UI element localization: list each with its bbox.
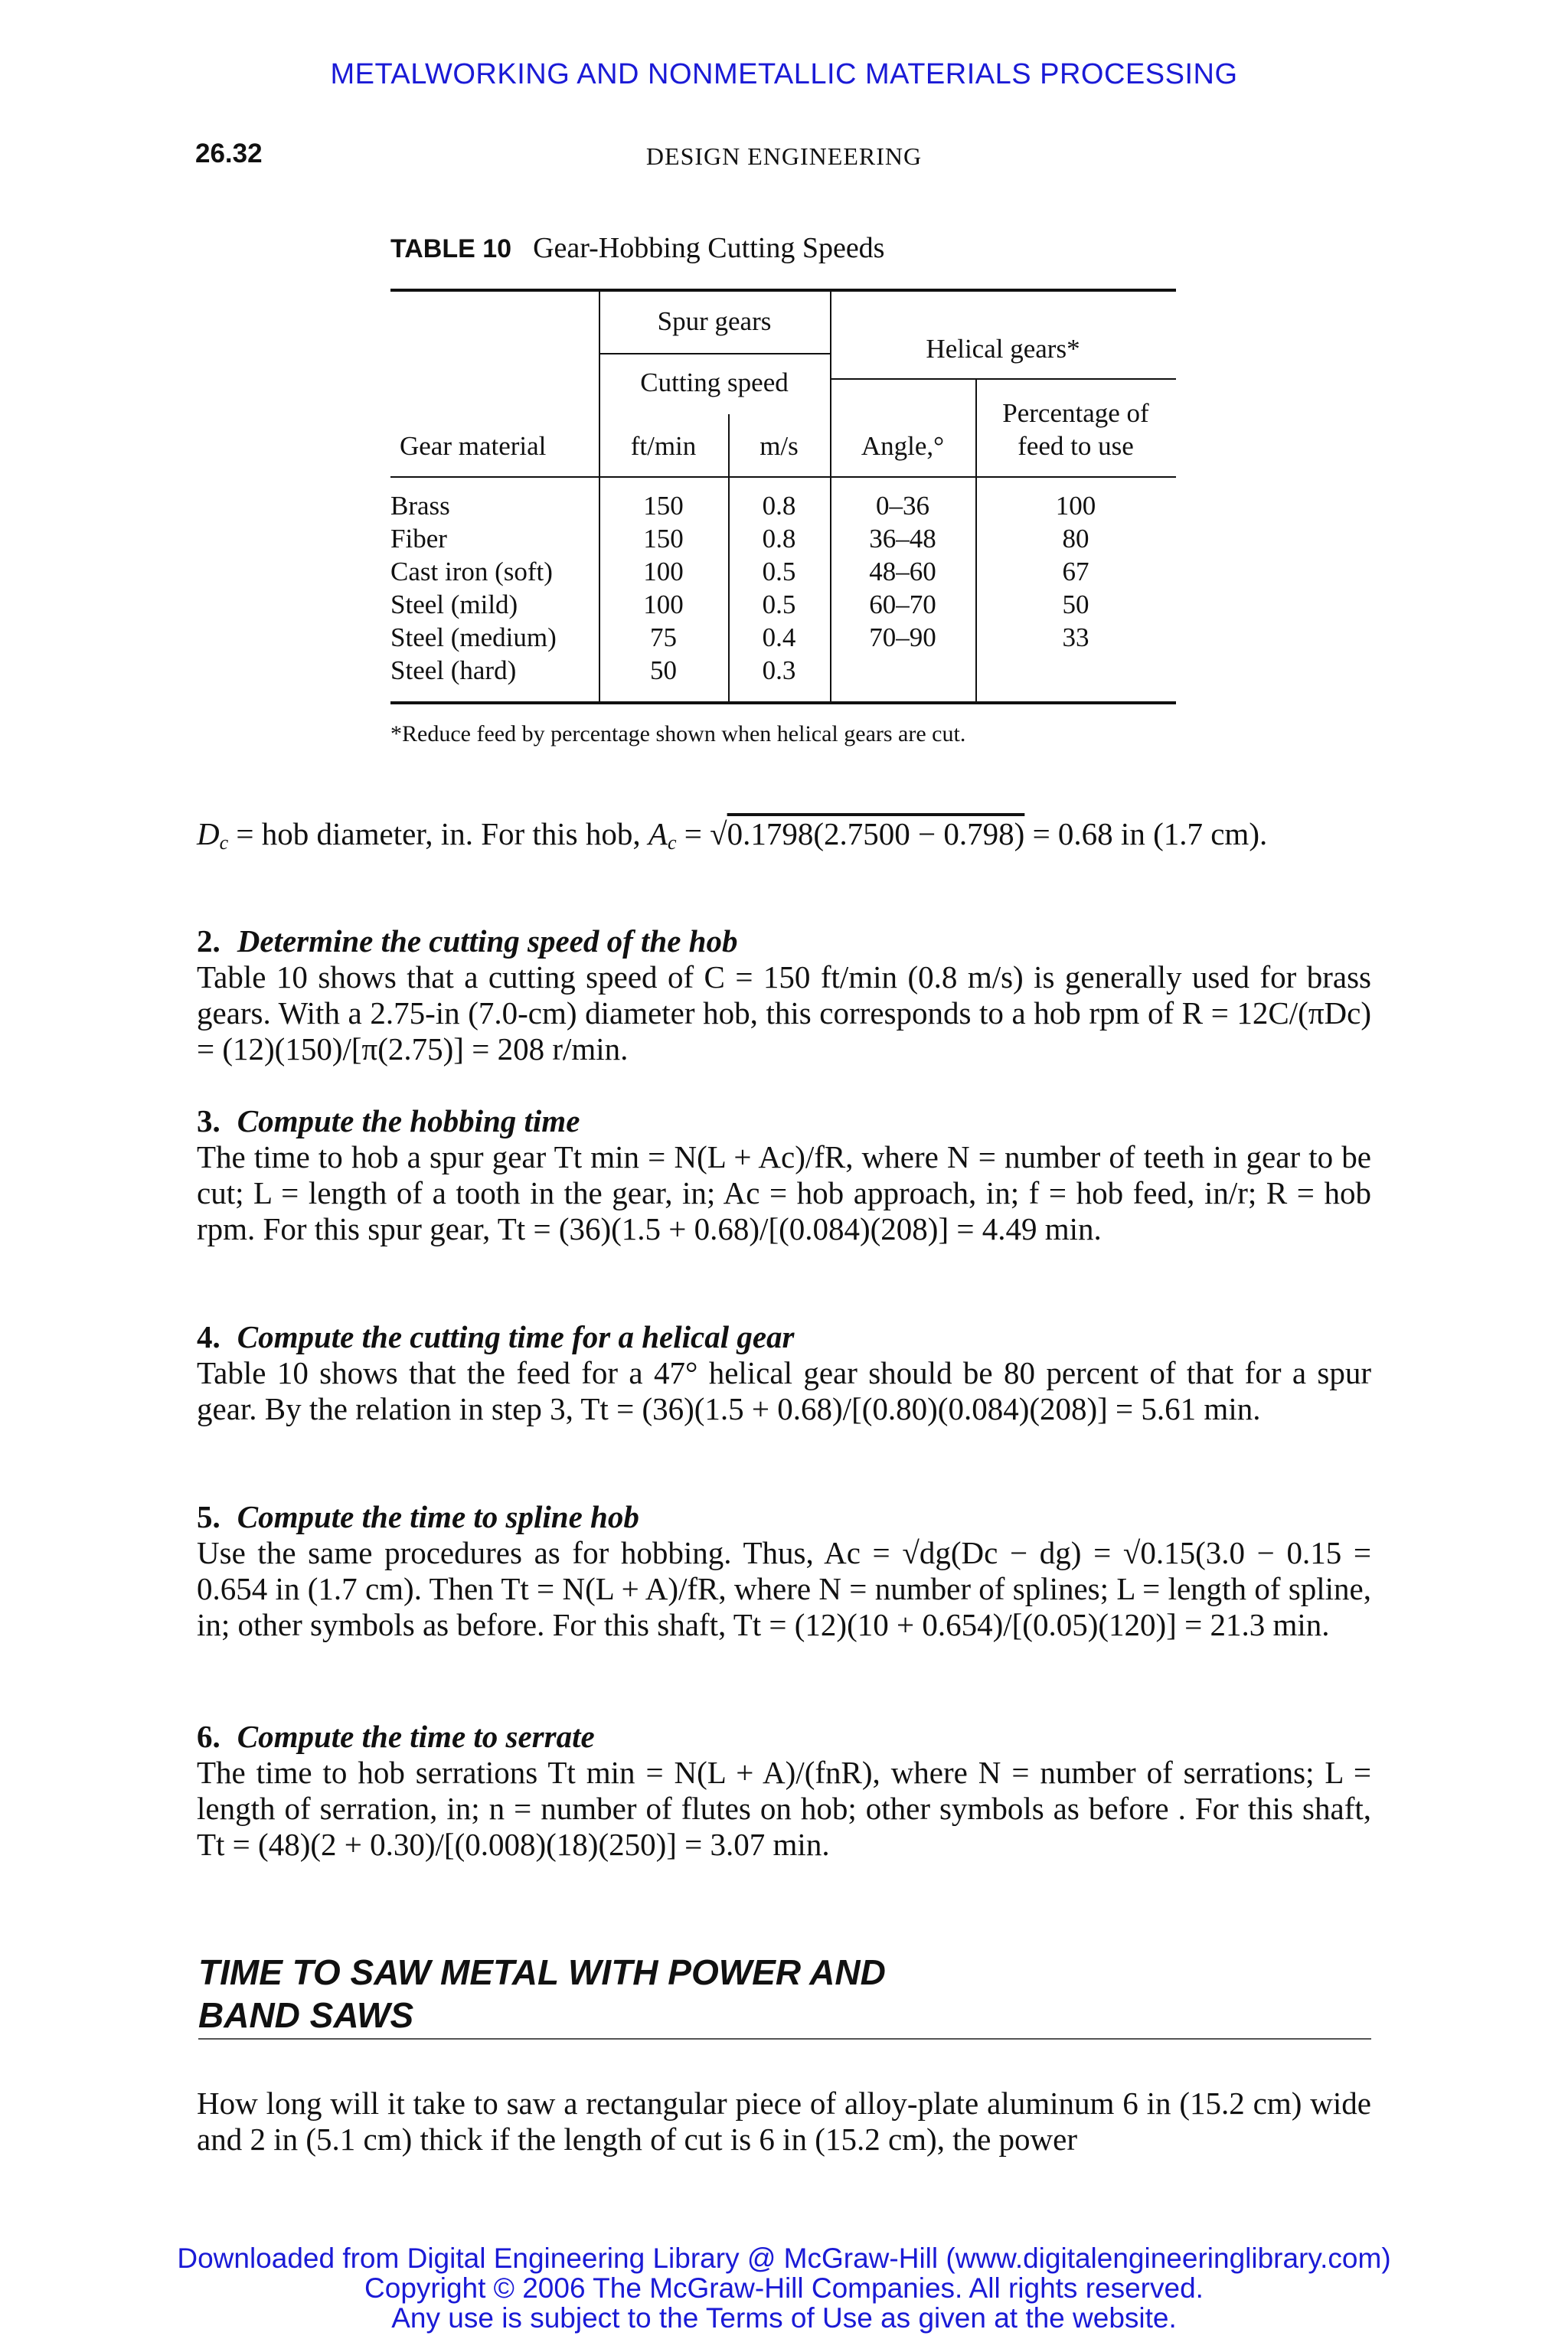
header-m-s: m/s	[760, 431, 799, 461]
cell-material: Fiber	[390, 524, 447, 554]
cell-ftmin: 150	[643, 524, 684, 554]
footer-download-link[interactable]: Downloaded from Digital Engineering Library @ McGraw-Hill (www.digitalengineeringlibrary.com)	[177, 2243, 1391, 2274]
cell-pct: 33	[1062, 622, 1089, 652]
header-cutting-speed: Cutting speed	[640, 368, 789, 397]
cell-ms: 0.3	[762, 655, 796, 685]
step-number: 5.	[197, 1499, 220, 1534]
header-percentage-line1: Percentage of	[1002, 398, 1149, 428]
table-label: TABLE 10	[390, 234, 512, 263]
step-3	[197, 1103, 1371, 1247]
section-title-line2: BAND SAWS	[198, 1995, 414, 2035]
step-heading	[197, 923, 1371, 959]
header-angle: Angle,°	[861, 431, 945, 461]
intro-equals-root: = √	[676, 816, 727, 851]
step-body: The time to hob serrations Tt min = N(L + A)/(fnR), where N = number of serrations; L = length of serration, in; n = number of flutes on hob; other symbols as before . For this shaft, Tt = (48)(2 + 0.30)/[(0.008)(18)(250)] = 3.07 min.	[197, 1755, 1371, 1862]
step-body: Table 10 shows that a cutting speed of C = 150 ft/min (0.8 m/s) is generally used for brass gears. With a 2.75-in (7.0-cm) diameter hob, this corresponds to a hob rpm of R = 12C/(πDc) = (12)(150)/[π(2.75)] = 208 r/min.	[197, 959, 1371, 1067]
cell-angle: 36–48	[869, 524, 936, 554]
header-helical-gears: Helical gears*	[926, 334, 1080, 364]
table-caption	[390, 231, 884, 265]
dc-symbol: D	[197, 816, 220, 851]
step-number: 2.	[197, 923, 220, 959]
table-title: Gear-Hobbing Cutting Speeds	[533, 232, 885, 264]
download-footer	[0, 2243, 1568, 2333]
running-head: DESIGN ENGINEERING	[645, 142, 923, 170]
header-spur-gears: Spur gears	[657, 306, 772, 336]
cell-angle: 48–60	[869, 557, 936, 586]
table-top-rule	[390, 289, 1176, 292]
cell-pct: 100	[1055, 491, 1096, 521]
cell-ftmin: 100	[643, 590, 684, 619]
step-number: 6.	[197, 1719, 220, 1754]
ac-subscript: c	[667, 831, 677, 854]
header-percentage-line2: feed to use	[1018, 431, 1134, 461]
dc-subscript: c	[219, 831, 229, 854]
cell-ms: 0.5	[762, 590, 796, 619]
footer-terms[interactable]: Any use is subject to the Terms of Use as given at the website.	[391, 2302, 1177, 2334]
step-body: The time to hob a spur gear Tt min = N(L + Ac)/fR, where N = number of teeth in gear to be cut; L = length of a tooth in the gear, in; Ac = hob approach, in; f = hob feed, in/r; R = hob rpm. For this spur gear, Tt = (36)(1.5 + 0.68)/[(0.084)(208)] = 4.49 min.	[197, 1139, 1371, 1246]
step-5	[197, 1499, 1371, 1643]
table-footnote: *Reduce feed by percentage shown when helical gears are cut.	[390, 721, 966, 746]
section-intro	[197, 2086, 1371, 2158]
step-6	[197, 1719, 1371, 1863]
cell-ftmin: 150	[643, 491, 684, 521]
cell-material: Steel (hard)	[390, 655, 517, 685]
step-title: Compute the cutting time for a helical gear	[237, 1319, 795, 1354]
cell-pct: 80	[1062, 524, 1089, 554]
step-title: Compute the hobbing time	[237, 1103, 580, 1138]
intro-text-1: = hob diameter, in. For this hob,	[228, 816, 648, 851]
table-bottom-rule	[390, 701, 1176, 704]
helical-rule	[830, 378, 1176, 380]
section-rule	[198, 2038, 1371, 2040]
step-title: Compute the time to spline hob	[237, 1499, 639, 1534]
cell-angle: 70–90	[869, 622, 936, 652]
cell-ftmin: 50	[650, 655, 677, 685]
header-gear-material: Gear material	[400, 431, 547, 461]
cutting-speed-rule	[599, 353, 830, 354]
footer-copyright: Copyright © 2006 The McGraw-Hill Companies. All rights reserved.	[364, 2272, 1204, 2304]
section-title-line1: TIME TO SAW METAL WITH POWER AND	[198, 1952, 886, 1992]
cell-material: Brass	[390, 491, 450, 521]
step-heading	[197, 1719, 1371, 1755]
step-number: 3.	[197, 1103, 220, 1138]
step-body: Table 10 shows that the feed for a 47° helical gear should be 80 percent of that for a spur gear. By the relation in step 3, Tt = (36)(1.5 + 0.68)/[(0.80)(0.084)(208)] = 5.61 min.	[197, 1355, 1371, 1426]
step-heading	[197, 1319, 1371, 1355]
page-number: 26.32	[195, 139, 263, 168]
header-ft-min: ft/min	[630, 431, 697, 461]
cell-ms: 0.8	[762, 491, 796, 521]
book-title-banner[interactable]: METALWORKING AND NONMETALLIC MATERIALS PROCESSING	[330, 58, 1238, 90]
cell-material: Steel (mild)	[390, 590, 518, 619]
cell-ftmin: 100	[643, 557, 684, 586]
step-title: Determine the cutting speed of the hob	[237, 923, 738, 959]
step-heading	[197, 1499, 1371, 1535]
cell-angle: 60–70	[869, 590, 936, 619]
cell-ms: 0.8	[762, 524, 796, 554]
cell-angle: 0–36	[876, 491, 929, 521]
intro-radicand: 0.1798(2.7500 − 0.798)	[727, 816, 1025, 851]
intro-text-2: = 0.68 in (1.7 cm).	[1024, 816, 1268, 851]
step-body: Use the same procedures as for hobbing. Thus, Ac = √dg(Dc − dg) = √0.15(3.0 − 0.15 = 0.654 in (1.7 cm). Then Tt = N(L + A)/fR, where N = number of splines; L = length of spline, in; other symbols as before. For this shaft, Tt = (12)(10 + 0.654)/[(0.05)(120)] = 21.3 min.	[197, 1535, 1371, 1642]
step-4	[197, 1319, 1371, 1427]
cell-material: Cast iron (soft)	[390, 557, 553, 586]
step-2	[197, 923, 1371, 1067]
cell-material: Steel (medium)	[390, 622, 557, 652]
cell-pct: 67	[1062, 557, 1089, 586]
cell-ms: 0.5	[762, 557, 796, 586]
step-number: 4.	[197, 1319, 220, 1354]
cell-ms: 0.4	[762, 622, 796, 652]
ac-symbol: A	[648, 816, 668, 851]
intro-paragraph	[197, 816, 1371, 852]
cell-pct: 50	[1062, 590, 1089, 619]
header-bottom-rule	[390, 476, 1176, 478]
step-title: Compute the time to serrate	[237, 1719, 595, 1754]
step-heading	[197, 1103, 1371, 1139]
cell-ftmin: 75	[650, 622, 677, 652]
section-body: How long will it take to saw a rectangular piece of alloy-plate aluminum 6 in (15.2 cm) wide and 2 in (5.1 cm) thick if the length of cut is 6 in (15.2 cm), the power	[197, 2086, 1371, 2157]
section-title	[198, 1951, 886, 2037]
